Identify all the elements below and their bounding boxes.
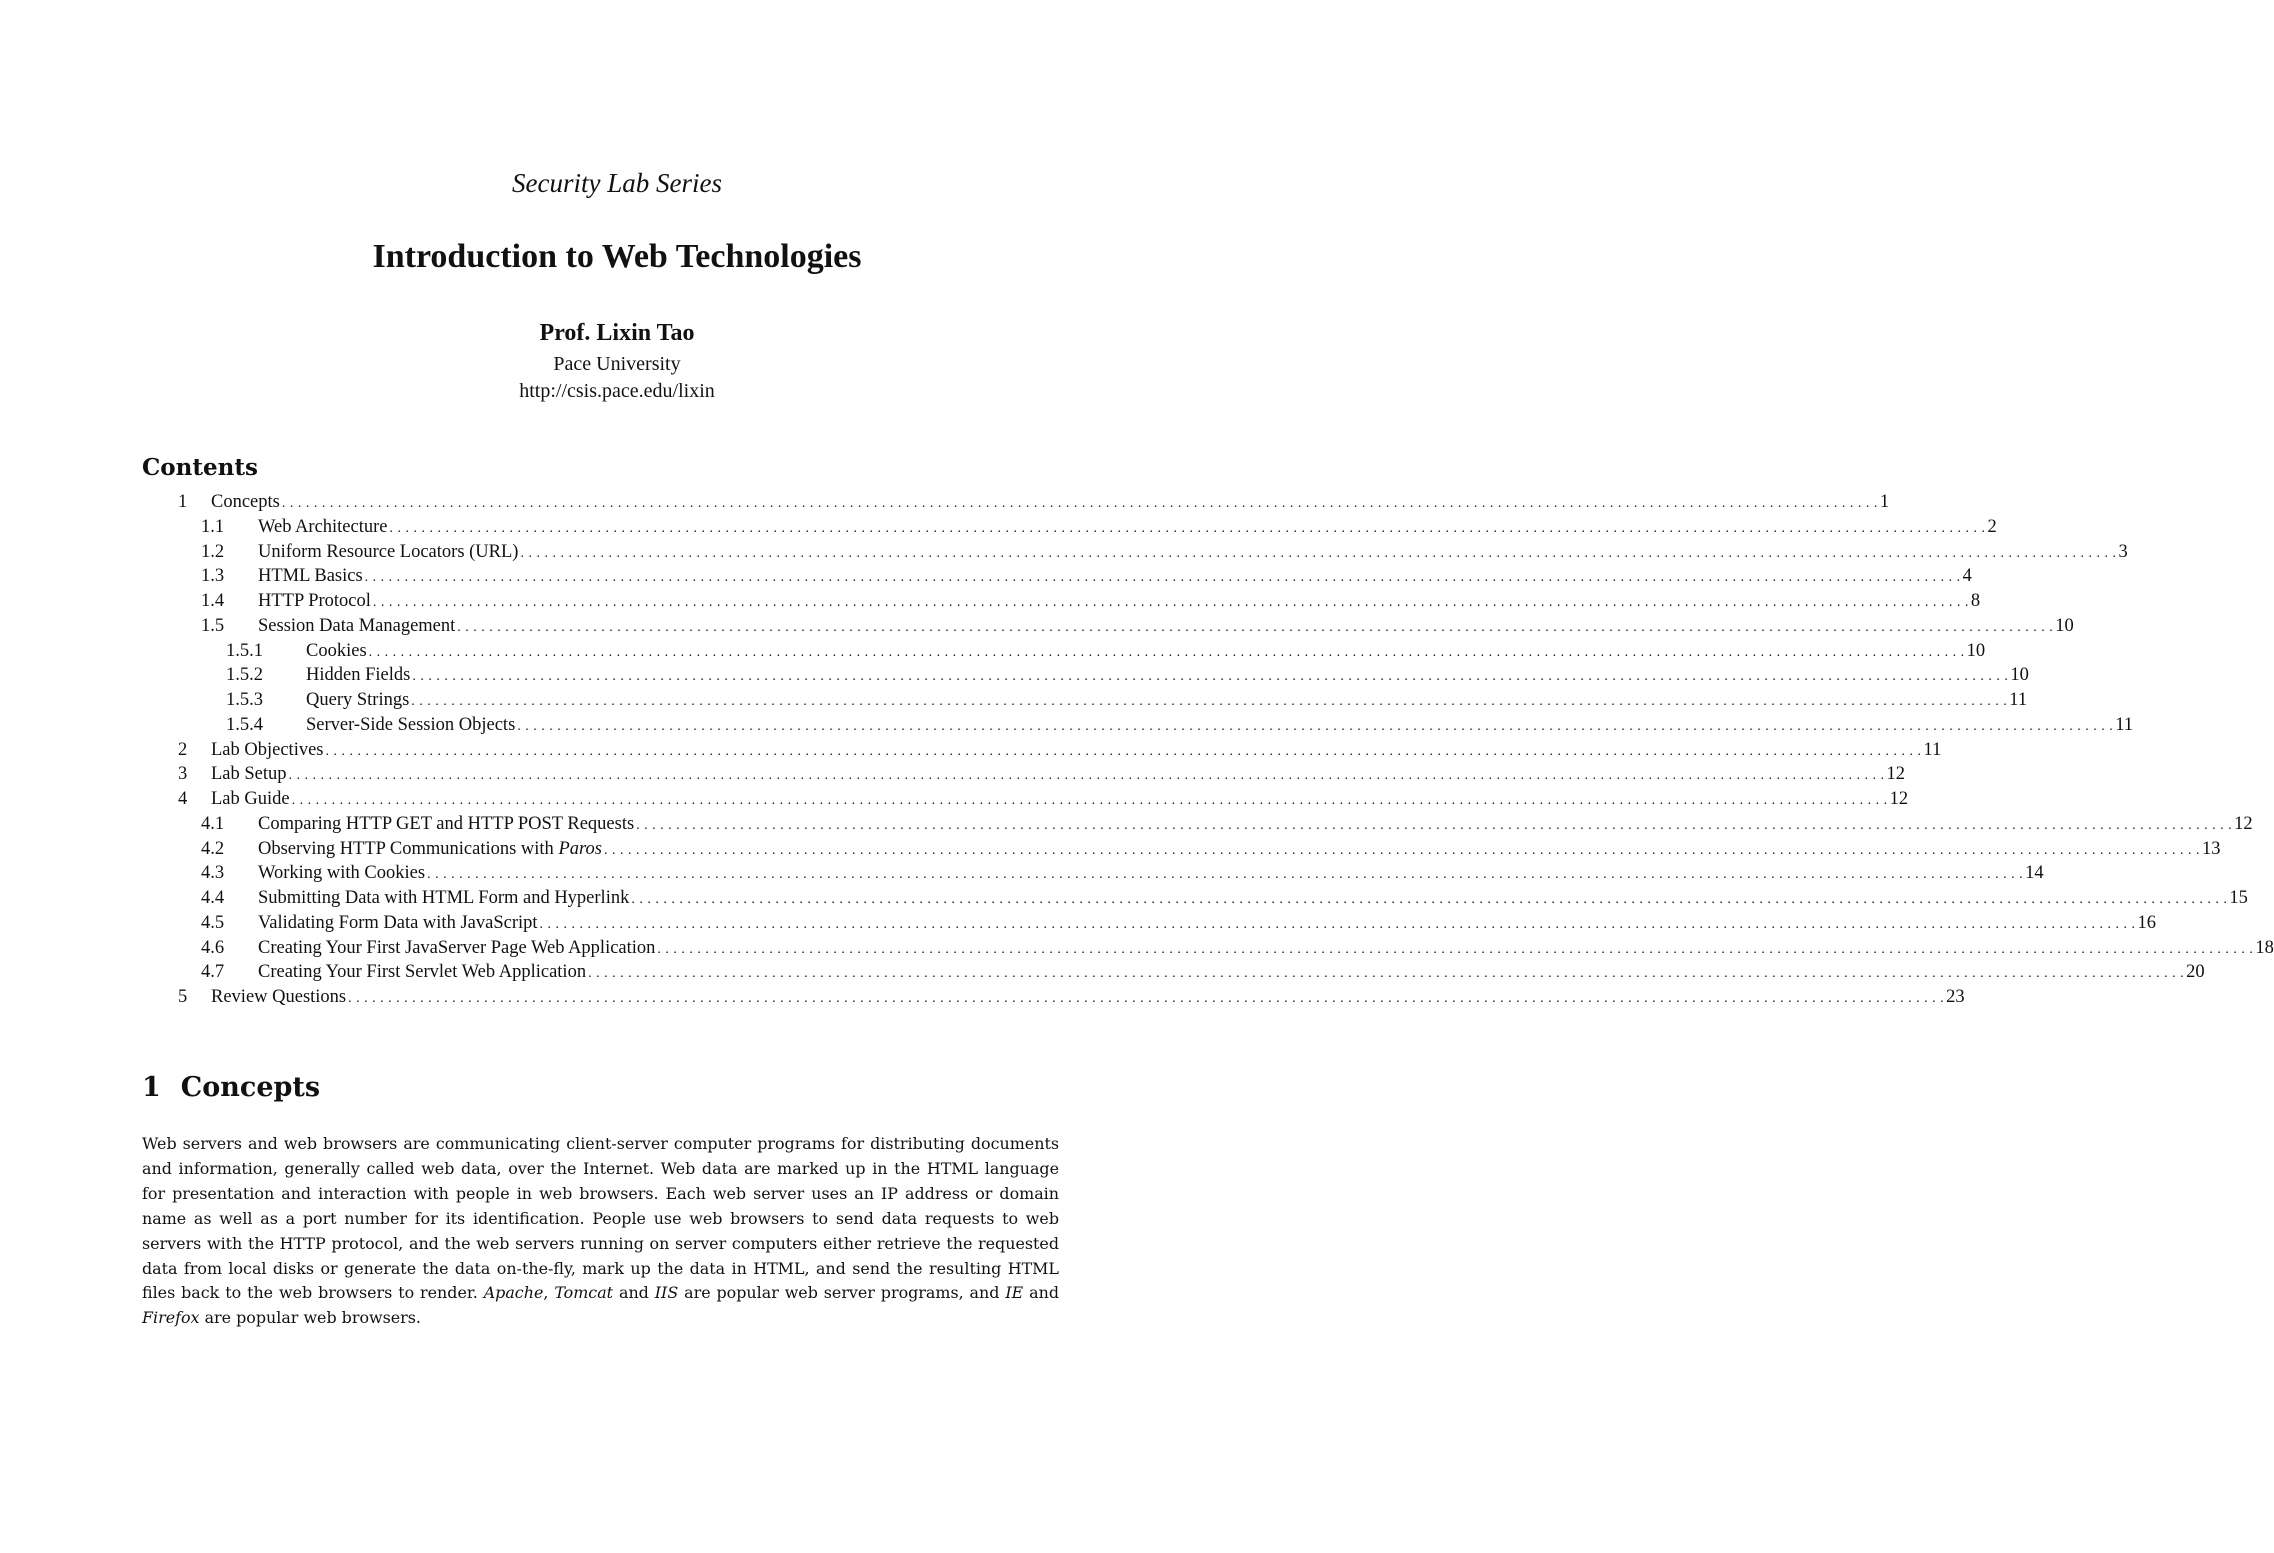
section-paragraph: [142, 1132, 1059, 1331]
toc-entry-label-text: Uniform Resource Locators (URL): [258, 541, 519, 562]
toc-entry-label-text: Submitting Data with HTML Form and Hyperlink: [258, 888, 630, 908]
toc-dot-leader: . . . . . . . . . . . . . . . . . . . . . . . . . . . . . . . . . . . . . . . . . . . . . . . . . . . . . . . . . . . . . . . . . . . . . . . . . . . . . . . . . . . . . . . . . . . . . . . . . . . . . . . . . . . . . . . . . . . . . . . . . . . . . . . . . . . . . . . . . . . . . . . . . . . . . . . . . . . . . . . . . . . . . . . . . . . . . . . . . . . . . . . . . . . . . . . . . . . . . . . .: [631, 892, 2228, 907]
toc-entry[interactable]: [0, 787, 1909, 812]
toc-entry-line: [306, 663, 2029, 690]
toc-entry-number: 3: [178, 764, 188, 785]
toc-dot-leader: . . . . . . . . . . . . . . . . . . . . . . . . . . . . . . . . . . . . . . . . . . . . . . . . . . . . . . . . . . . . . . . . . . . . . . . . . . . . . . . . . . . . . . . . . . . . . . . . . . . . . . . . . . . . . . . . . . . . . . . . . . . . . . . . . . . . . . . . . . . . . . . . . . . . . . . . . . . . . . . . . . . . . . . . . . . . . . . . . . . . . . . . . . . . . . . . . . . . . . . .: [603, 842, 2200, 858]
toc-entry[interactable]: [0, 960, 2205, 985]
toc-entry[interactable]: [0, 886, 2248, 911]
toc-entry-page: 20: [2186, 962, 2205, 983]
toc-entry-line: [258, 960, 2205, 987]
toc-entry-label: [211, 738, 324, 763]
author-url: http://csis.pace.edu/lixin: [519, 380, 715, 402]
toc-entry-number: 4.4: [201, 888, 225, 908]
toc-entry-label: [211, 985, 346, 1010]
term-firefox: Firefox: [142, 1308, 200, 1328]
toc-entry-page: 2: [1987, 516, 1997, 537]
toc-entry-label: [258, 911, 538, 936]
paragraph-and: and: [1023, 1283, 1059, 1303]
toc-entry-line: [258, 515, 1997, 542]
toc-entry-number: 4.2: [201, 838, 225, 859]
toc-entry-page: 12: [1889, 789, 1909, 809]
toc-entry-line: [258, 936, 2274, 963]
toc-entry[interactable]: [0, 713, 2134, 738]
section-heading: [142, 1072, 320, 1103]
toc-entry-line: [258, 589, 1981, 616]
toc-dot-leader: . . . . . . . . . . . . . . . . . . . . . . . . . . . . . . . . . . . . . . . . . . . . . . . . . . . . . . . . . . . . . . . . . . . . . . . . . . . . . . . . . . . . . . . . . . . . . . . . . . . . . . . . . . . . . . . . . . . . . . . . . . . . . . . . . . . . . . . . . . . . . . . . . . . . . . . . . . . . . . . . . . . . . . . . . . . . . . . . . . . . . . . . . . . . . . . . . . . . . . . .: [539, 916, 2136, 932]
toc-entry-page: 11: [2115, 714, 2134, 735]
paragraph-sep: ,: [543, 1283, 555, 1303]
toc-entry-line: [258, 564, 1972, 591]
toc-entry[interactable]: [0, 985, 1965, 1010]
toc-entry-line: [258, 837, 2221, 864]
toc-entry-label-text: Comparing HTTP GET and HTTP POST Requests: [258, 813, 635, 834]
toc-entry-line: [258, 614, 2074, 641]
toc-entry[interactable]: [0, 812, 2253, 837]
toc-entry-label: [211, 490, 280, 515]
toc-entry-line: [211, 762, 1906, 789]
toc-entry-page: 3: [2118, 541, 2128, 562]
paragraph-text: Web servers and web browsers are communicating client-server computer programs for distributing documents and information, generally called web data, over the Internet. Web data are marked up in the HTML language for presentation and interaction with people in web browsers. Each web server uses an IP address or domain name as well as a port number for its identification. People use web browsers to send data requests to web servers with the HTTP protocol, and the web servers running on server computers either retrieve the requested data from local disks or generate the data on-the-fly, mark up the data in HTML, and send the resulting HTML files back to the web browsers to render.: [142, 1134, 1059, 1303]
author-affiliation: Pace University: [553, 353, 681, 375]
toc-entry[interactable]: [0, 515, 1997, 540]
toc-entry-line: [258, 861, 2044, 888]
paragraph-end: are popular web browsers.: [199, 1308, 421, 1328]
toc-entry-label: [258, 837, 602, 862]
toc-entry-number: 1.5.3: [226, 690, 263, 710]
toc-dot-leader: . . . . . . . . . . . . . . . . . . . . . . . . . . . . . . . . . . . . . . . . . . . . . . . . . . . . . . . . . . . . . . . . . . . . . . . . . . . . . . . . . . . . . . . . . . . . . . . . . . . . . . . . . . . . . . . . . . . . . . . . . . . . . . . . . . . . . . . . . . . . . . . . . . . . . . . . . . . . . . . . . . . . . . . . . . . . . . . . . . . . . . . . . . . . . . . . . . . . . . . .: [389, 520, 1986, 536]
toc-entry-label-text: Lab Guide: [211, 789, 290, 809]
toc-entry-number: 1.5.4: [226, 714, 263, 735]
toc-entry-label-text: Server-Side Session Objects: [306, 714, 516, 735]
toc-entry-label: [211, 787, 290, 812]
toc-dot-leader: . . . . . . . . . . . . . . . . . . . . . . . . . . . . . . . . . . . . . . . . . . . . . . . . . . . . . . . . . . . . . . . . . . . . . . . . . . . . . . . . . . . . . . . . . . . . . . . . . . . . . . . . . . . . . . . . . . . . . . . . . . . . . . . . . . . . . . . . . . . . . . . . . . . . . . . . . . . . . . . . . . . . . . . . . . . . . . . . . . . . . . . . . . . . . . . . . . . . . . . .: [657, 941, 2254, 957]
toc-entry-label-text: Concepts: [211, 492, 280, 512]
toc-entry-number: 1.5: [201, 615, 225, 636]
toc-entry-label: [258, 886, 629, 911]
toc-entry-label: [211, 762, 287, 787]
toc-entry-page: 11: [1923, 739, 1942, 760]
toc-entry[interactable]: [0, 490, 1890, 515]
paragraph-and: and: [613, 1283, 655, 1303]
toc-entry-line: [211, 738, 1942, 765]
toc-entry-number: 1.1: [201, 516, 225, 537]
toc-entry-page: 13: [2201, 838, 2221, 859]
toc-entry-number: 4.5: [201, 912, 225, 933]
toc-entry-label-text: Validating Form Data with JavaScript: [258, 912, 538, 933]
toc-entry[interactable]: [0, 936, 2274, 961]
toc-entry-number: 1.4: [201, 591, 225, 611]
toc-entry-number: 4.7: [201, 962, 225, 983]
toc-entry-line: [211, 490, 1890, 517]
toc-entry[interactable]: [0, 688, 2028, 713]
toc-entry-label-text: Lab Objectives: [211, 739, 324, 760]
toc-dot-leader: . . . . . . . . . . . . . . . . . . . . . . . . . . . . . . . . . . . . . . . . . . . . . . . . . . . . . . . . . . . . . . . . . . . . . . . . . . . . . . . . . . . . . . . . . . . . . . . . . . . . . . . . . . . . . . . . . . . . . . . . . . . . . . . . . . . . . . . . . . . . . . . . . . . . . . . . . . . . . . . . . . . . . . . . . . . . . . . . . . . . . . . . . . . . . . . . . . . . . . . .: [364, 570, 1961, 586]
toc-entry-line: [211, 787, 1909, 814]
toc-entry-line: [258, 886, 2248, 913]
series-title: Security Lab Series: [512, 168, 722, 198]
toc-entry-page: 23: [1946, 987, 1965, 1007]
toc-entry-label: [258, 614, 455, 639]
toc-entry-line: [306, 688, 2028, 715]
toc-entry-page: 14: [2025, 863, 2044, 884]
toc-dot-leader: . . . . . . . . . . . . . . . . . . . . . . . . . . . . . . . . . . . . . . . . . . . . . . . . . . . . . . . . . . . . . . . . . . . . . . . . . . . . . . . . . . . . . . . . . . . . . . . . . . . . . . . . . . . . . . . . . . . . . . . . . . . . . . . . . . . . . . . . . . . . . . . . . . . . . . . . . . . . . . . . . . . . . . . . . . . . . . . . . . . . . . . . . . . . . . . . . . . . . . . .: [517, 718, 2114, 734]
toc-entry-label-text: Creating Your First Servlet Web Application: [258, 962, 587, 983]
toc-dot-leader: . . . . . . . . . . . . . . . . . . . . . . . . . . . . . . . . . . . . . . . . . . . . . . . . . . . . . . . . . . . . . . . . . . . . . . . . . . . . . . . . . . . . . . . . . . . . . . . . . . . . . . . . . . . . . . . . . . . . . . . . . . . . . . . . . . . . . . . . . . . . . . . . . . . . . . . . . . . . . . . . . . . . . . . . . . . . . . . . . . . . . . . . . . . . . . . . . . . . . . . .: [348, 991, 1945, 1006]
toc-dot-leader: . . . . . . . . . . . . . . . . . . . . . . . . . . . . . . . . . . . . . . . . . . . . . . . . . . . . . . . . . . . . . . . . . . . . . . . . . . . . . . . . . . . . . . . . . . . . . . . . . . . . . . . . . . . . . . . . . . . . . . . . . . . . . . . . . . . . . . . . . . . . . . . . . . . . . . . . . . . . . . . . . . . . . . . . . . . . . . . . . . . . . . . . . . . . . . . . . . . . . . . .: [325, 743, 1922, 759]
toc-entry-label-text: Working with Cookies: [258, 863, 426, 884]
toc-dot-leader: . . . . . . . . . . . . . . . . . . . . . . . . . . . . . . . . . . . . . . . . . . . . . . . . . . . . . . . . . . . . . . . . . . . . . . . . . . . . . . . . . . . . . . . . . . . . . . . . . . . . . . . . . . . . . . . . . . . . . . . . . . . . . . . . . . . . . . . . . . . . . . . . . . . . . . . . . . . . . . . . . . . . . . . . . . . . . . . . . . . . . . . . . . . . . . . . . . . . . . . .: [368, 644, 1965, 660]
toc-entry-line: [306, 639, 1986, 666]
toc-entry-label: [258, 564, 363, 589]
toc-entry-page: 16: [2137, 912, 2157, 933]
toc-entry[interactable]: [0, 837, 2221, 862]
toc-dot-leader: . . . . . . . . . . . . . . . . . . . . . . . . . . . . . . . . . . . . . . . . . . . . . . . . . . . . . . . . . . . . . . . . . . . . . . . . . . . . . . . . . . . . . . . . . . . . . . . . . . . . . . . . . . . . . . . . . . . . . . . . . . . . . . . . . . . . . . . . . . . . . . . . . . . . . . . . . . . . . . . . . . . . . . . . . . . . . . . . . . . . . . . . . . . . . . . . . . . . . . . .: [588, 966, 2185, 982]
toc-entry[interactable]: [0, 911, 2157, 936]
toc-entry[interactable]: [0, 639, 1986, 664]
toc-entry-number: 4: [178, 789, 188, 809]
toc-entry[interactable]: [0, 762, 1906, 787]
toc-entry-line: [258, 540, 2128, 567]
toc-entry-line: [258, 911, 2157, 938]
toc-entry-label-text: Lab Setup: [211, 764, 287, 785]
toc-entry-number: 2: [178, 739, 188, 760]
toc-entry-page: 12: [2234, 813, 2253, 834]
term-ie: IE: [1005, 1283, 1024, 1303]
toc-entry-page: 4: [1962, 566, 1972, 587]
toc-dot-leader: . . . . . . . . . . . . . . . . . . . . . . . . . . . . . . . . . . . . . . . . . . . . . . . . . . . . . . . . . . . . . . . . . . . . . . . . . . . . . . . . . . . . . . . . . . . . . . . . . . . . . . . . . . . . . . . . . . . . . . . . . . . . . . . . . . . . . . . . . . . . . . . . . . . . . . . . . . . . . . . . . . . . . . . . . . . . . . . . . . . . . . . . . . . . . . . . . . . . . . . .: [372, 595, 1969, 610]
toc-entry-label: [258, 812, 634, 837]
toc-dot-leader: . . . . . . . . . . . . . . . . . . . . . . . . . . . . . . . . . . . . . . . . . . . . . . . . . . . . . . . . . . . . . . . . . . . . . . . . . . . . . . . . . . . . . . . . . . . . . . . . . . . . . . . . . . . . . . . . . . . . . . . . . . . . . . . . . . . . . . . . . . . . . . . . . . . . . . . . . . . . . . . . . . . . . . . . . . . . . . . . . . . . . . . . . . . . . . . . . . . . . . . .: [636, 817, 2233, 833]
toc-entry-page: 15: [2229, 888, 2248, 908]
toc-dot-leader: . . . . . . . . . . . . . . . . . . . . . . . . . . . . . . . . . . . . . . . . . . . . . . . . . . . . . . . . . . . . . . . . . . . . . . . . . . . . . . . . . . . . . . . . . . . . . . . . . . . . . . . . . . . . . . . . . . . . . . . . . . . . . . . . . . . . . . . . . . . . . . . . . . . . . . . . . . . . . . . . . . . . . . . . . . . . . . . . . . . . . . . . . . . . . . . . . . . . . . . .: [520, 545, 2117, 561]
toc-entry-label-text: Review Questions: [211, 987, 347, 1007]
toc-entry-label-text: HTML Basics: [258, 566, 363, 587]
toc-entry-number: 4.6: [201, 937, 225, 958]
document-title: Introduction to Web Technologies: [372, 238, 862, 275]
toc-entry-line: [211, 985, 1965, 1012]
toc-entry-number: 4.1: [201, 813, 225, 834]
section-title: Concepts: [180, 1072, 321, 1103]
toc-entry-page: 8: [1970, 591, 1981, 611]
toc-dot-leader: . . . . . . . . . . . . . . . . . . . . . . . . . . . . . . . . . . . . . . . . . . . . . . . . . . . . . . . . . . . . . . . . . . . . . . . . . . . . . . . . . . . . . . . . . . . . . . . . . . . . . . . . . . . . . . . . . . . . . . . . . . . . . . . . . . . . . . . . . . . . . . . . . . . . . . . . . . . . . . . . . . . . . . . . . . . . . . . . . . . . . . . . . . . . . . . . . . . . . . . .: [411, 694, 2008, 709]
toc-entry-number: 4.3: [201, 863, 225, 884]
toc-entry-number: 5: [178, 987, 188, 1007]
toc-entry-label-text: Creating Your First JavaServer Page Web Application: [258, 937, 656, 958]
toc-entry-page: 11: [2009, 690, 2028, 710]
toc-entry-page: 18: [2255, 937, 2274, 958]
toc-entry-number: 1.3: [201, 566, 225, 587]
toc-dot-leader: . . . . . . . . . . . . . . . . . . . . . . . . . . . . . . . . . . . . . . . . . . . . . . . . . . . . . . . . . . . . . . . . . . . . . . . . . . . . . . . . . . . . . . . . . . . . . . . . . . . . . . . . . . . . . . . . . . . . . . . . . . . . . . . . . . . . . . . . . . . . . . . . . . . . . . . . . . . . . . . . . . . . . . . . . . . . . . . . . . . . . . . . . . . . . . . . . . . . . . . .: [457, 619, 2054, 635]
toc-dot-leader: . . . . . . . . . . . . . . . . . . . . . . . . . . . . . . . . . . . . . . . . . . . . . . . . . . . . . . . . . . . . . . . . . . . . . . . . . . . . . . . . . . . . . . . . . . . . . . . . . . . . . . . . . . . . . . . . . . . . . . . . . . . . . . . . . . . . . . . . . . . . . . . . . . . . . . . . . . . . . . . . . . . . . . . . . . . . . . . . . . . . . . . . . . . . . . . . . . . . . . . .: [281, 496, 1878, 511]
section-number: 1: [142, 1072, 161, 1103]
toc-entry[interactable]: [0, 564, 1972, 589]
toc-entry-page: 1: [1879, 492, 1890, 512]
toc-entry-label: [258, 540, 518, 565]
toc-entry-page: 10: [2055, 615, 2074, 636]
toc-entry-label: [258, 861, 425, 886]
toc-entry-page: 12: [1886, 764, 1906, 785]
toc-entry-label-text: Hidden Fields: [306, 665, 411, 686]
toc-entry-label: [258, 960, 586, 985]
toc-entry[interactable]: [0, 614, 2074, 639]
toc-entry-label: [306, 639, 367, 664]
toc-entry-label: [258, 515, 388, 540]
toc-dot-leader: . . . . . . . . . . . . . . . . . . . . . . . . . . . . . . . . . . . . . . . . . . . . . . . . . . . . . . . . . . . . . . . . . . . . . . . . . . . . . . . . . . . . . . . . . . . . . . . . . . . . . . . . . . . . . . . . . . . . . . . . . . . . . . . . . . . . . . . . . . . . . . . . . . . . . . . . . . . . . . . . . . . . . . . . . . . . . . . . . . . . . . . . . . . . . . . . . . . . . . . .: [291, 793, 1888, 808]
toc-entry-number: 1.5.2: [226, 665, 263, 686]
toc-entry-label: [306, 713, 515, 738]
author-name: Prof. Lixin Tao: [539, 320, 695, 346]
contents-heading: Contents: [142, 454, 258, 481]
toc-entry-line: [306, 713, 2134, 740]
toc-entry-number: 1.2: [201, 541, 225, 562]
toc-entry[interactable]: [0, 663, 2029, 688]
toc-entry-label-text: HTTP Protocol: [258, 591, 371, 611]
toc-entry-label: [258, 589, 371, 614]
term-tomcat: Tomcat: [554, 1283, 614, 1303]
term-iis: IIS: [654, 1283, 679, 1303]
toc-entry-label-text: Observing HTTP Communications with: [258, 838, 559, 859]
toc-entry[interactable]: [0, 861, 2044, 886]
toc-entry-number: 1: [178, 492, 188, 512]
toc-entry-line: [258, 812, 2253, 839]
toc-dot-leader: . . . . . . . . . . . . . . . . . . . . . . . . . . . . . . . . . . . . . . . . . . . . . . . . . . . . . . . . . . . . . . . . . . . . . . . . . . . . . . . . . . . . . . . . . . . . . . . . . . . . . . . . . . . . . . . . . . . . . . . . . . . . . . . . . . . . . . . . . . . . . . . . . . . . . . . . . . . . . . . . . . . . . . . . . . . . . . . . . . . . . . . . . . . . . . . . . . . . . . . .: [288, 768, 1885, 784]
toc-entry-page: 10: [2010, 665, 2029, 686]
table-of-contents: [0, 490, 2274, 1010]
term-apache: Apache: [483, 1283, 544, 1303]
toc-entry[interactable]: [0, 738, 1942, 763]
toc-entry[interactable]: [0, 540, 2128, 565]
toc-entry-label-text: Cookies: [306, 640, 367, 661]
toc-entry-label-text: Session Data Management: [258, 615, 456, 636]
toc-entry-label: [306, 688, 409, 713]
toc-entry-label: [258, 936, 655, 961]
toc-entry[interactable]: [0, 589, 1981, 614]
toc-entry-page: 10: [1966, 640, 1986, 661]
paragraph-mid: are popular web server programs, and: [678, 1283, 1006, 1303]
toc-dot-leader: . . . . . . . . . . . . . . . . . . . . . . . . . . . . . . . . . . . . . . . . . . . . . . . . . . . . . . . . . . . . . . . . . . . . . . . . . . . . . . . . . . . . . . . . . . . . . . . . . . . . . . . . . . . . . . . . . . . . . . . . . . . . . . . . . . . . . . . . . . . . . . . . . . . . . . . . . . . . . . . . . . . . . . . . . . . . . . . . . . . . . . . . . . . . . . . . . . . . . . . .: [412, 669, 2009, 685]
toc-entry-number: 1.5.1: [226, 640, 263, 661]
toc-dot-leader: . . . . . . . . . . . . . . . . . . . . . . . . . . . . . . . . . . . . . . . . . . . . . . . . . . . . . . . . . . . . . . . . . . . . . . . . . . . . . . . . . . . . . . . . . . . . . . . . . . . . . . . . . . . . . . . . . . . . . . . . . . . . . . . . . . . . . . . . . . . . . . . . . . . . . . . . . . . . . . . . . . . . . . . . . . . . . . . . . . . . . . . . . . . . . . . . . . . . . . . .: [427, 867, 2024, 883]
toc-entry-label-text: Query Strings: [306, 690, 410, 710]
toc-entry-label-italic: Paros: [558, 838, 602, 859]
toc-entry-label-text: Web Architecture: [258, 516, 388, 537]
toc-entry-label: [306, 663, 410, 688]
